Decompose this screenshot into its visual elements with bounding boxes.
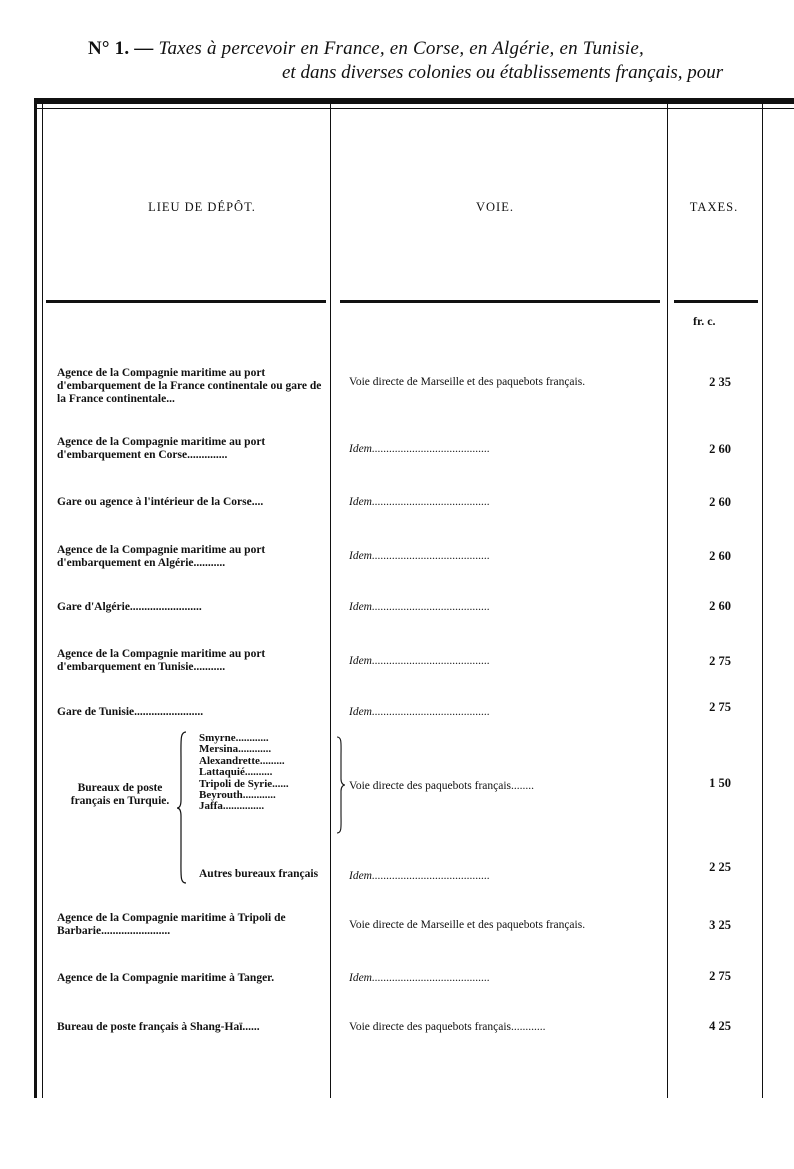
top-rule <box>34 98 794 104</box>
office-smyrne: Smyrne............ <box>199 732 269 744</box>
lieu-row-6: Agence de la Compagnie maritime au port d'embarquement en Tunisie........... <box>57 648 266 673</box>
voie-row-6: Idem......................................... <box>349 655 490 667</box>
table-number: N° 1. — <box>88 38 154 59</box>
voie-row-2: Idem......................................... <box>349 443 490 455</box>
office-lattaquie: Lattaquié.......... <box>199 766 273 779</box>
voie-row-1: Voie directe de Marseille et des paquebots français. <box>349 376 586 388</box>
voie-row-tripoli: Voie directe de Marseille et des paquebots français. <box>349 919 586 931</box>
office-tripoli-de-syrie: Tripoli de Syrie...... <box>199 777 289 790</box>
turquie-office-list <box>199 733 339 813</box>
page-title-line-2: et dans diverses colonies ou établissements français, pour <box>282 62 724 83</box>
column-divider-3 <box>762 98 763 1098</box>
voie-row-7: Idem......................................... <box>349 706 490 718</box>
header-rule-3 <box>674 300 758 303</box>
lieu-row-shanghai: Bureau de poste français à Shang-Haï...... <box>57 1021 260 1033</box>
header-rule-1 <box>46 300 326 303</box>
units-label: fr. c. <box>693 314 716 328</box>
header-rule-2 <box>340 300 660 303</box>
voie-row-tanger: Idem......................................... <box>349 972 490 984</box>
voie-row-3: Idem......................................... <box>349 496 490 508</box>
voie-turquie-offices: Voie directe des paquebots français........ <box>349 780 535 792</box>
column-header-lieu: LIEU DE DÉPÔT. <box>148 200 256 214</box>
lieu-row-2: Agence de la Compagnie maritime au port d'embarquement en Corse.............. <box>57 436 266 461</box>
lieu-row-7: Gare de Tunisie........................ <box>57 706 204 718</box>
voie-row-5: Idem......................................... <box>349 601 490 613</box>
office-alexandrette: Alexandrette......... <box>199 754 285 767</box>
right-brace <box>336 735 346 835</box>
lieu-row-tripoli: Agence de la Compagnie maritime à Tripoli de Barbarie........................ <box>57 912 286 937</box>
office-beyrouth: Beyrouth............ <box>199 789 276 802</box>
tax-table <box>34 98 794 1098</box>
column-header-voie: VOIE. <box>476 200 514 214</box>
taxe-row-7: 2 75 <box>709 700 731 714</box>
taxe-row-3: 2 60 <box>709 495 731 509</box>
left-border <box>34 98 37 1098</box>
taxe-row-shanghai: 4 25 <box>709 1019 731 1033</box>
lieu-row-5: Gare d'Algérie......................... <box>57 601 202 613</box>
taxe-row-4: 2 60 <box>709 549 731 563</box>
turquie-label: Bureaux de poste français en Turquie. <box>70 782 170 807</box>
taxe-row-6: 2 75 <box>709 654 731 668</box>
page-title-line-1 <box>88 38 644 60</box>
left-border-inner <box>42 98 43 1098</box>
voie-turquie-autres: Idem......................................... <box>349 870 490 882</box>
left-brace <box>176 730 188 885</box>
lieu-row-4: Agence de la Compagnie maritime au port d'embarquement en Algérie........... <box>57 544 266 569</box>
turquie-autres-bureaux: Autres bureaux français <box>199 868 319 880</box>
taxe-row-2: 2 60 <box>709 442 731 456</box>
lieu-row-3: Gare ou agence à l'intérieur de la Corse.... <box>57 496 264 508</box>
taxe-row-1: 2 35 <box>709 375 731 389</box>
taxe-turquie-autres: 2 25 <box>709 860 731 874</box>
title-text-1: Taxes à percevoir en France, en Corse, en Algérie, en Tunisie, <box>158 38 644 59</box>
office-mersina: Mersina............ <box>199 743 272 756</box>
column-header-taxes: TAXES. <box>689 200 739 214</box>
taxe-row-5: 2 60 <box>709 599 731 613</box>
voie-row-4: Idem......................................... <box>349 550 490 562</box>
top-rule-thin <box>34 108 794 109</box>
taxe-row-tripoli: 3 25 <box>709 918 731 932</box>
column-divider-1 <box>330 98 331 1098</box>
taxe-row-tanger: 2 75 <box>709 969 731 983</box>
lieu-row-tanger: Agence de la Compagnie maritime à Tanger. <box>57 972 275 984</box>
taxe-turquie-offices: 1 50 <box>709 776 731 790</box>
office-jaffa: Jaffa............... <box>199 800 265 813</box>
lieu-row-1: Agence de la Compagnie maritime au port d'embarquement de la France continentale ou gare de la France continentale... <box>57 367 322 405</box>
voie-row-shanghai: Voie directe des paquebots français............ <box>349 1021 546 1033</box>
column-divider-2 <box>667 98 668 1098</box>
